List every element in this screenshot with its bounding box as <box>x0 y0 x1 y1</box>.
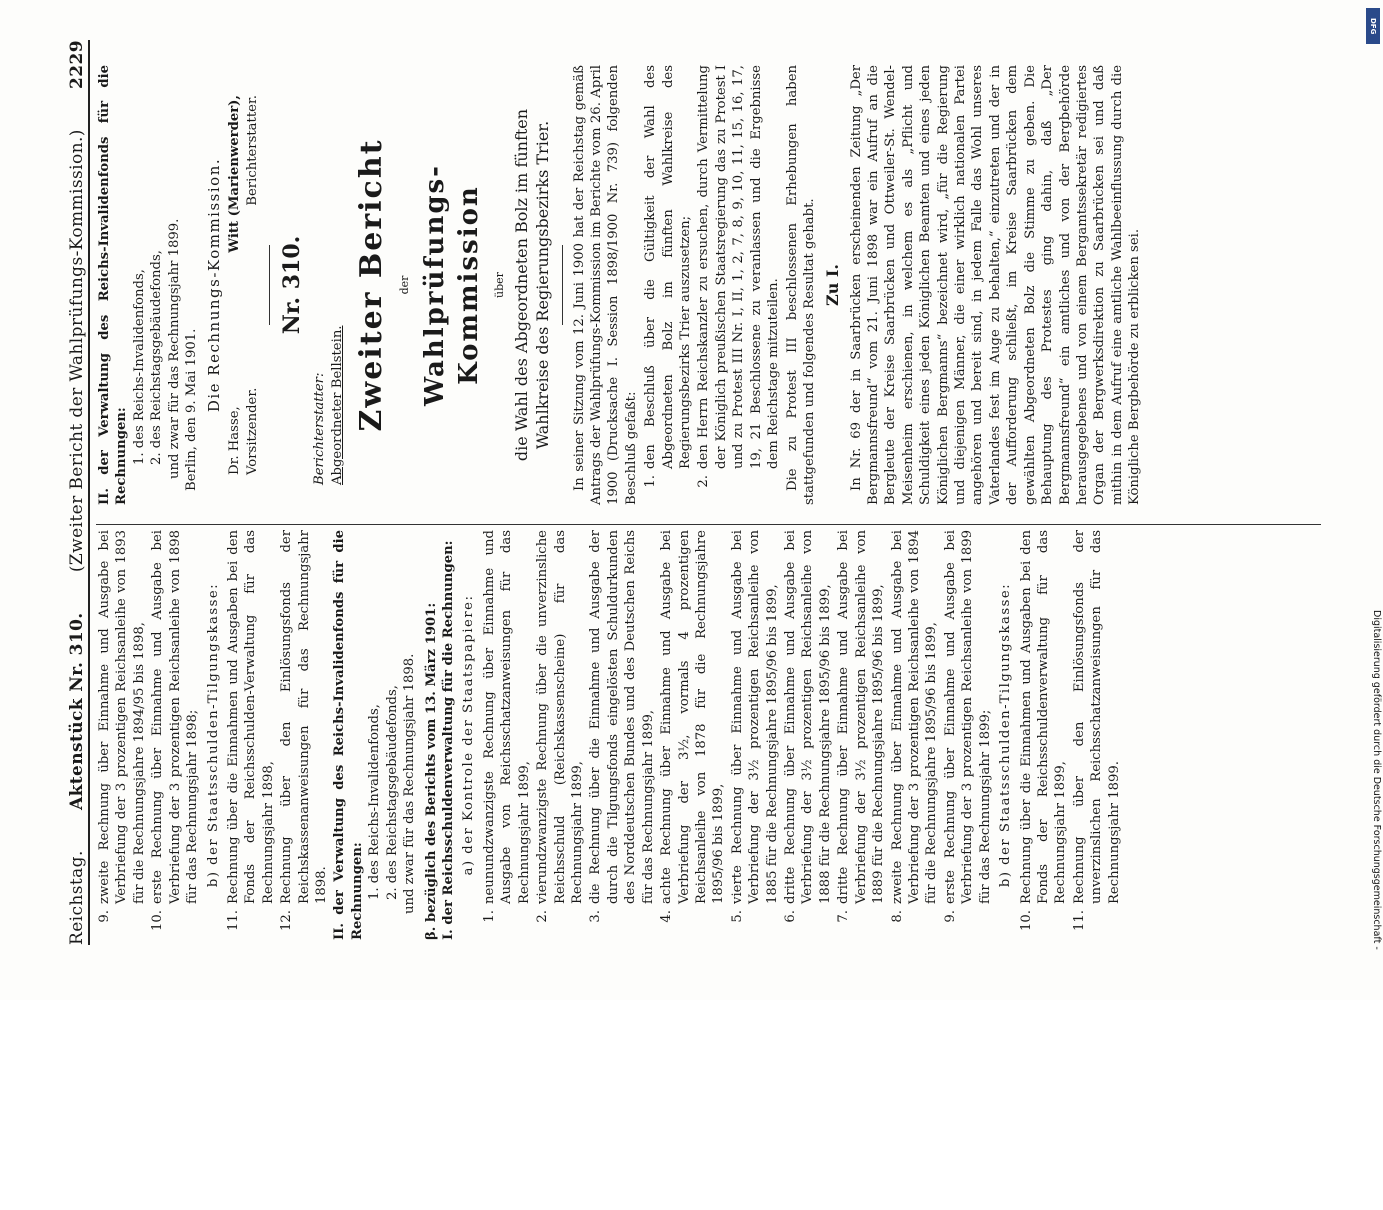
list-item: 5. vierte Rechnung über Einnahme und Ausgabe bei Verbriefung der 3½ prozentigen Reichsanleihe von 1885 für die Rechnungsjahre 1895/96 bis 1899, <box>729 530 780 923</box>
sub-item: 2. des Reichstagsgebäudefonds, <box>149 250 165 465</box>
list-item: 8. zweite Rechnung über Einnahme und Ausgabe bei Verbriefung der 3 prozentigen Reichsanleihe von 1894 für die Rechnungsjahre 1895/96 bis 1899, <box>889 530 940 923</box>
list-item: 11. Rechnung über den Einlösungsfonds der unverzinslichen Reichsschatzanweisungen für das Rechnungsjahr 1899. <box>1071 530 1122 931</box>
list-item: 11. Rechnung über die Einnahmen und Ausgaben bei den Fonds der Reichsschulden-Verwaltung für das Rechnungsjahr 1898, <box>225 530 276 931</box>
subheading: a) der Kontrole der Staatspapiere: <box>461 594 477 876</box>
digitization-credit: Digitalisierung gefördert durch die Deutsche Forschungsgemeinschaft - <box>1371 610 1382 950</box>
subheading: b) der Staatsschulden-Tilgungskasse: <box>998 582 1014 888</box>
paragraph: Die zu Protest III beschlossenen Erhebungen haben stattgefunden und folgendes Resultat gehabt. <box>784 65 817 505</box>
signature-block <box>226 65 261 505</box>
list-item: 9. erste Rechnung über Einnahme und Ausgabe bei Verbriefung der 3 prozentigen Reichsanleihe von 1899 für das Rechnungsjahr 1899; <box>942 530 993 923</box>
list-item: 2. vierundzwanzigste Rechnung über die unverzinsliche Reichsschuld (Reichskassenscheine) für das Rechnungsjahr 1899, <box>535 530 585 923</box>
sub-item: 2. des Reichstagsgebäudefonds, <box>384 685 400 900</box>
column-divider <box>96 524 1321 525</box>
list-item: 9. zweite Rechnung über Einnahme und Ausgabe bei Verbriefung der 3 prozentigen Reichsanleihe von 1893 für die Rechnungsjahre 1894/95 bis 1898, <box>97 530 147 923</box>
subheading: b) der Staatsschulden-Tilgungskasse: <box>205 582 221 888</box>
left-column <box>96 530 1124 940</box>
dfg-logo: DFG <box>1366 8 1380 44</box>
section-heading: I. der Reichsschuldenverwaltung für die Rechnungen: <box>441 540 457 940</box>
reporter-label: Berichterstatter: <box>312 372 328 485</box>
signature-role: Vorsitzender. <box>244 387 260 475</box>
header-center: Aktenstück Nr. 310. <box>66 612 87 810</box>
section-heading: Zu I. <box>823 264 843 306</box>
list-item: 10. Rechnung über die Einnahmen und Ausgaben bei den Fonds der Reichsschuldenverwaltung für das Rechnungsjahr 1899, <box>1018 530 1069 931</box>
header-left: Reichstag. <box>66 850 87 945</box>
list-item: 6. dritte Rechnung über Einnahme und Ausgabe bei Verbriefung der 3½ prozentigen Reichsanleihe von 1888 für die Rechnungsjahre 1895/96 bis 1899, <box>783 530 833 923</box>
sub-item: 1. des Reichs-Invalidenfonds, <box>367 704 383 900</box>
list-item: 1. neunundzwanzigste Rechnung über Einnahme und Ausgabe von Reichsschatzanweisungen für das Rechnungsjahr 1899, <box>481 530 532 923</box>
report-commission-title: Wahlprüfungs-Kommission <box>420 164 485 406</box>
digitization-credit-bar <box>1360 0 1382 1000</box>
place-date: Berlin, den 9. Mai 1901. <box>184 328 200 491</box>
right-column <box>96 65 1146 505</box>
page-number: 2229 <box>66 40 87 89</box>
signature-name: Dr. Hasse, <box>227 406 243 475</box>
paragraph: In Nr. 69 der in Saarbrücken erscheinenden Zeitung „Der Bergmannsfreund“ vom 21. Juni 1898 war ein Aufruf an die Bergleute der Kreise Saarbrücken und Ottweiler-St. Wendel-Meisenheim erschienen, in welchem es als „Pflicht und Schuldigkeit eines jeden Königlichen Beamten und eines jeden Königlichen Bergmanns“ bezeichnet wird, „für die Regierung und diejenigen Männer, die einer wirklich nationalen Partei angehören und bereit sind, in jedem Falle das Wohl unseres Vaterlandes fest im Auge zu behalten,“ einzutreten und der in der Aufforderung schließt, im Kreise Saarbrücken dem gewählten Abgeordneten Bolz die Stimme zu geben. Die Behauptung des Protestes ging dahin, daß „Der Bergmannsfreund“ ein amtliches und von der Bergbehörde herausgegebenes und von einem Bergamtssekretär redigiertes Organ der Bergwerksdirektion zu Saarbrücken sei und daß mithin in dem Aufruf eine amtliche Wahlbeeinflussung durch die Königliche Bergbehörde zu erblicken sei. <box>848 65 1143 505</box>
list-item: 10. erste Rechnung über Einnahme und Ausgabe bei Verbriefung der 3 prozentigen Reichsanleihe von 1898 für das Rechnungsjahr 1898; <box>150 530 201 931</box>
report-title: Zweiter Bericht <box>354 138 390 432</box>
page-header <box>58 40 90 945</box>
signature-name: Witt (Marienwerder), <box>227 95 243 253</box>
reporter-name: Abgeordneter Bellstein. <box>329 325 345 485</box>
signature-role: Berichterstatter. <box>244 95 260 206</box>
document-number: Nr. 310. <box>279 235 306 335</box>
report-subject: die Wahl des Abgeordneten Bolz im fünften Wahlkreise des Regierungsbezirks Trier. <box>512 108 553 462</box>
separator-rule <box>269 245 270 325</box>
header-title: (Zweiter Bericht der Wahlprüfungs-Kommission.) <box>66 129 87 573</box>
list-item: 7. dritte Rechnung über Einnahme und Ausgabe bei Verbriefung der 3½ prozentigen Reichsanleihe von 1889 für die Rechnungsjahre 1895/96 bis 1899, <box>836 530 887 923</box>
list-item: 3. die Rechnung über die Einnahme und Ausgabe der durch die Tilgungsfonds eingelösten Schuldurkunden des Norddeutschen Bundes und des Deutschen Reichs für das Rechnungsjahr 1899, <box>588 530 656 923</box>
title-connector: der <box>397 275 411 295</box>
paragraph: In seiner Sitzung vom 12. Juni 1900 hat der Reichstag gemäß Antrags der Wahlprüfungs-Kommission im Berichte vom 26. April 1900 (Drucksache I. Session 1898/1900 Nr. 739) folgenden Beschluß gefaßt: <box>571 65 639 505</box>
section-heading: II. der Verwaltung des Reichs-Invalidenfonds für die Rechnungen: <box>97 65 130 505</box>
sub-tail: und zwar für das Rechnungsjahr 1898. <box>402 653 418 914</box>
separator-rule <box>562 245 563 325</box>
list-item: 1. den Beschluß über die Gültigkeit der Wahl des Abgeordneten Bolz im fünften Wahlkreise des Regierungsbezirks Trier auszusetzen; <box>643 65 694 488</box>
list-item: 12. Rechnung über den Einlösungsfonds der Reichskassenanweisungen für das Rechnungsjahr 1898. <box>279 530 330 931</box>
commission-name: Die Rechnungs-Kommission. <box>204 157 223 413</box>
sub-item: 1. des Reichs-Invalidenfonds, <box>131 269 147 465</box>
title-connector: über <box>492 272 506 298</box>
list-item: 4. achte Rechnung über Einnahme und Ausgabe bei Verbriefung der 3½, vormals 4 prozentigen Reichsanleihe von 1878 für die Rechnungsjahre 1895/96 bis 1899, <box>659 530 727 923</box>
section-heading: II. der Verwaltung des Reichs-Invalidenfonds für die Rechnungen: <box>332 530 365 940</box>
sub-tail: und zwar für das Rechnungsjahr 1899. <box>166 218 182 479</box>
list-item: 2. den Herrn Reichskanzler zu ersuchen, durch Vermittelung der Königlich preußischen Staatsregierung das zu Protest I und zu Protest III Nr. I, II, 1, 2, 7, 8, 9, 10, 11, 15, 16, 17, 19, 21 Beschlossene zu veranlassen und die Ergebnisse dem Reichstage mitzuteilen. <box>696 65 782 488</box>
beta-heading: β. bezüglich des Berichts vom 13. März 1901: <box>423 602 439 940</box>
